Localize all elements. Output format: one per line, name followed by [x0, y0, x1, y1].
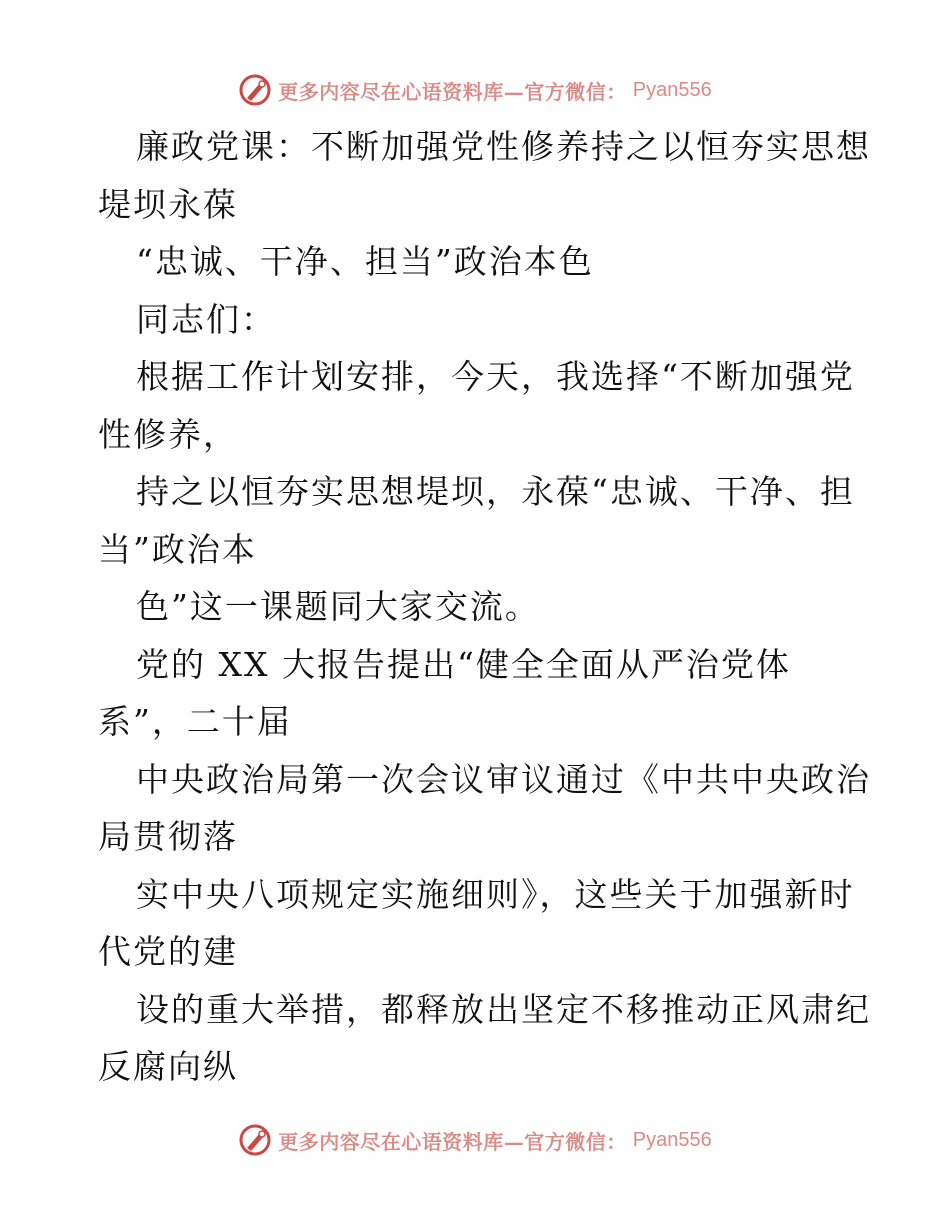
paragraph-line: 性修养， [98, 414, 238, 454]
paragraph-line: 局贯彻落 [98, 817, 238, 856]
paragraph-line: 实中央八项规定实施细则》，这些关于加强新时 [136, 874, 855, 914]
footer-watermark [0, 1122, 950, 1158]
title-line-1: 廉政党课：不断加强党性修养持之以恒夯实思想 [136, 127, 871, 166]
paragraph-line: 反腐向纵 [98, 1047, 238, 1086]
header-watermark [0, 72, 950, 108]
paragraph-line: 根据工作计划安排，今天，我选择“不断加强党 [136, 357, 855, 396]
paragraph-line: 中央政治局第一次会议审议通过《中共中央政治 [136, 759, 871, 799]
watermark-wechat-id: Pyan556 [632, 1128, 712, 1151]
salutation: 同志们： [136, 299, 276, 339]
watermark-text: 更多内容尽在心语资料库—官方微信： [278, 79, 627, 104]
pen-logo-icon [238, 1123, 272, 1157]
watermark-wechat-id: Pyan556 [632, 78, 712, 101]
paragraph-line: 持之以恒夯实思想堤坝，永葆“忠诚、干净、担 [136, 472, 855, 511]
watermark-text: 更多内容尽在心语资料库—官方微信： [278, 1129, 627, 1154]
paragraph-line: 系”，二十届 [98, 702, 292, 741]
paragraph-line: 设的重大举措，都释放出坚定不移推动正风肃纪 [136, 989, 871, 1029]
document-body [98, 118, 871, 1096]
paragraph-line: 党的 XX 大报告提出“健全全面从严治党体 [136, 644, 791, 684]
paragraph-line: 当”政治本 [98, 529, 257, 569]
pen-logo-icon [238, 73, 272, 107]
title-line-3: “忠诚、干净、担当”政治本色 [136, 242, 594, 281]
paragraph-line: 代党的建 [98, 932, 238, 971]
title-line-2: 堤坝永葆 [98, 184, 238, 224]
paragraph-line: 色”这一课题同大家交流。 [136, 587, 540, 626]
